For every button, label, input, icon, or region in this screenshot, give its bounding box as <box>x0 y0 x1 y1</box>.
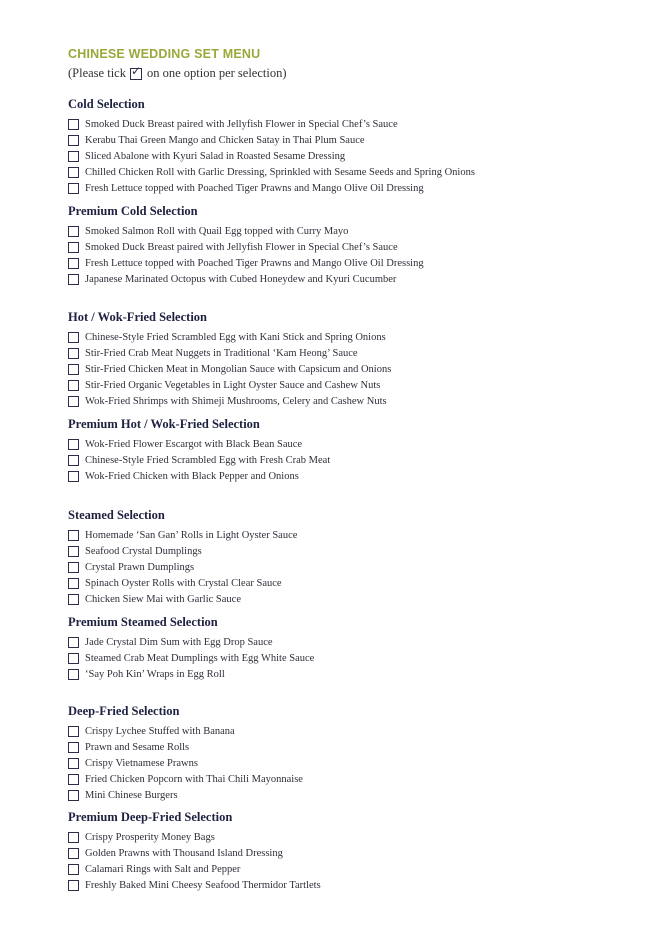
option-label: Fried Chicken Popcorn with Thai Chili Mayonnaise <box>85 773 303 785</box>
checkbox-icon[interactable] <box>68 183 79 194</box>
menu-option[interactable] <box>68 377 391 393</box>
checkbox-icon[interactable] <box>68 119 79 130</box>
option-label: Smoked Duck Breast paired with Jellyfish Flower in Special Chef’s Sauce <box>85 241 398 253</box>
menu-option[interactable] <box>68 755 303 771</box>
menu-option[interactable] <box>68 559 297 575</box>
checkbox-icon[interactable] <box>68 790 79 801</box>
checkbox-icon[interactable] <box>68 546 79 557</box>
option-label: Prawn and Sesame Rolls <box>85 741 190 753</box>
option-label: Chilled Chicken Roll with Garlic Dressing, Sprinkled with Sesame Seeds and Spring Onions <box>85 166 475 178</box>
checkbox-icon[interactable] <box>68 135 79 146</box>
menu-option[interactable] <box>68 393 391 409</box>
menu-option[interactable] <box>68 271 424 287</box>
option-label: Fresh Lettuce topped with Poached Tiger Prawns and Mango Olive Oil Dressing <box>85 182 424 194</box>
option-label: Stir-Fried Chicken Meat in Mongolian Sauce with Capsicum and Onions <box>85 363 392 375</box>
menu-option[interactable] <box>68 180 475 196</box>
menu-option[interactable] <box>68 739 303 755</box>
option-label: Chinese-Style Fried Scrambled Egg with Fresh Crab Meat <box>85 454 331 466</box>
checkbox-icon[interactable] <box>68 380 79 391</box>
menu-option[interactable] <box>68 543 297 559</box>
checkbox-icon[interactable] <box>68 151 79 162</box>
tick-example-icon <box>130 68 142 80</box>
section-title: Premium Hot / Wok-Fried Selection <box>68 417 260 431</box>
menu-option[interactable] <box>68 148 475 164</box>
checkbox-icon[interactable] <box>68 669 79 680</box>
checkbox-icon[interactable] <box>68 439 79 450</box>
option-label: ‘Say Poh Kin’ Wraps in Egg Roll <box>85 668 225 680</box>
section-title: Cold Selection <box>68 97 145 111</box>
option-label: Mini Chinese Burgers <box>85 789 178 801</box>
option-label: Jade Crystal Dim Sum with Egg Drop Sauce <box>85 636 273 648</box>
section-title: Hot / Wok-Fried Selection <box>68 310 207 324</box>
menu-option[interactable] <box>68 361 391 377</box>
section-premium-deep-fried <box>68 809 321 893</box>
option-label: Wok-Fried Chicken with Black Pepper and Onions <box>85 470 299 482</box>
option-label: Fresh Lettuce topped with Poached Tiger Prawns and Mango Olive Oil Dressing <box>85 257 424 269</box>
section-title: Deep-Fried Selection <box>68 704 180 718</box>
menu-option[interactable] <box>68 116 475 132</box>
menu-option[interactable] <box>68 132 475 148</box>
menu-option[interactable] <box>68 787 303 803</box>
menu-option[interactable] <box>68 329 391 345</box>
section-title: Premium Steamed Selection <box>68 615 218 629</box>
checkbox-icon[interactable] <box>68 226 79 237</box>
menu-option[interactable] <box>68 829 321 845</box>
section-premium-steamed <box>68 614 314 682</box>
option-label: Chicken Siew Mai with Garlic Sauce <box>85 593 242 605</box>
checkbox-icon[interactable] <box>68 637 79 648</box>
menu-option[interactable] <box>68 634 314 650</box>
menu-option[interactable] <box>68 877 321 893</box>
menu-option[interactable] <box>68 527 297 543</box>
option-label: Crystal Prawn Dumplings <box>85 561 195 573</box>
checkbox-icon[interactable] <box>68 242 79 253</box>
menu-option[interactable] <box>68 164 475 180</box>
option-label: Smoked Salmon Roll with Quail Egg topped with Curry Mayo <box>85 225 349 237</box>
instruction-after: on one option per selection) <box>146 66 287 80</box>
option-label: Calamari Rings with Salt and Pepper <box>85 863 241 875</box>
checkbox-icon[interactable] <box>68 653 79 664</box>
option-label: Crispy Lychee Stuffed with Banana <box>85 725 235 737</box>
instruction-text <box>68 66 287 81</box>
checkbox-icon[interactable] <box>68 578 79 589</box>
checkbox-icon[interactable] <box>68 274 79 285</box>
option-label: Japanese Marinated Octopus with Cubed Honeydew and Kyuri Cucumber <box>85 273 397 285</box>
section-deep-fried <box>68 703 303 803</box>
menu-option[interactable] <box>68 468 330 484</box>
checkbox-icon[interactable] <box>68 530 79 541</box>
section-premium-cold <box>68 203 424 287</box>
checkbox-icon[interactable] <box>68 332 79 343</box>
menu-option[interactable] <box>68 436 330 452</box>
checkbox-icon[interactable] <box>68 758 79 769</box>
menu-option[interactable] <box>68 575 297 591</box>
page-title: CHINESE WEDDING SET MENU <box>68 47 261 61</box>
checkbox-icon[interactable] <box>68 774 79 785</box>
menu-option[interactable] <box>68 591 297 607</box>
menu-option[interactable] <box>68 723 303 739</box>
option-label: Freshly Baked Mini Cheesy Seafood Thermidor Tartlets <box>85 879 321 891</box>
checkbox-icon[interactable] <box>68 396 79 407</box>
menu-option[interactable] <box>68 845 321 861</box>
menu-option[interactable] <box>68 650 314 666</box>
option-label: Wok-Fried Flower Escargot with Black Bean Sauce <box>85 438 303 450</box>
checkbox-icon[interactable] <box>68 880 79 891</box>
menu-option[interactable] <box>68 861 321 877</box>
checkbox-icon[interactable] <box>68 848 79 859</box>
option-label: Kerabu Thai Green Mango and Chicken Satay in Thai Plum Sauce <box>85 134 365 146</box>
instruction-before: (Please tick <box>68 66 126 80</box>
checkbox-icon[interactable] <box>68 471 79 482</box>
checkbox-icon[interactable] <box>68 258 79 269</box>
checkbox-icon[interactable] <box>68 348 79 359</box>
checkbox-icon[interactable] <box>68 726 79 737</box>
menu-option[interactable] <box>68 345 391 361</box>
option-label: Stir-Fried Crab Meat Nuggets in Traditional ‘Kam Heong’ Sauce <box>85 347 358 359</box>
section-title: Premium Cold Selection <box>68 204 198 218</box>
option-label: Seafood Crystal Dumplings <box>85 545 202 557</box>
option-label: Golden Prawns with Thousand Island Dressing <box>85 847 283 859</box>
option-label: Sliced Abalone with Kyuri Salad in Roasted Sesame Dressing <box>85 150 346 162</box>
checkbox-icon[interactable] <box>68 364 79 375</box>
menu-option[interactable] <box>68 452 330 468</box>
option-label: Wok-Fried Shrimps with Shimeji Mushrooms, Celery and Cashew Nuts <box>85 395 387 407</box>
option-label: Spinach Oyster Rolls with Crystal Clear Sauce <box>85 577 282 589</box>
option-label: Crispy Vietnamese Prawns <box>85 757 198 769</box>
menu-option[interactable] <box>68 239 424 255</box>
checkbox-icon[interactable] <box>68 864 79 875</box>
option-label: Crispy Prosperity Money Bags <box>85 831 215 843</box>
menu-option[interactable] <box>68 771 303 787</box>
option-label: Stir-Fried Organic Vegetables in Light Oyster Sauce and Cashew Nuts <box>85 379 381 391</box>
menu-option[interactable] <box>68 666 314 682</box>
section-cold <box>68 96 475 196</box>
checkbox-icon[interactable] <box>68 594 79 605</box>
option-label: Steamed Crab Meat Dumplings with Egg White Sauce <box>85 652 315 664</box>
checkbox-icon[interactable] <box>68 742 79 753</box>
section-steamed <box>68 507 297 607</box>
section-premium-hot-wok-fried <box>68 416 330 484</box>
checkbox-icon[interactable] <box>68 832 79 843</box>
option-label: Homemade ‘San Gan’ Rolls in Light Oyster Sauce <box>85 529 298 541</box>
section-hot-wok-fried <box>68 309 391 409</box>
menu-option[interactable] <box>68 255 424 271</box>
checkbox-icon[interactable] <box>68 562 79 573</box>
option-label: Chinese-Style Fried Scrambled Egg with Kani Stick and Spring Onions <box>85 331 386 343</box>
section-title: Premium Deep-Fried Selection <box>68 810 233 824</box>
menu-option[interactable] <box>68 223 424 239</box>
checkbox-icon[interactable] <box>68 455 79 466</box>
option-label: Smoked Duck Breast paired with Jellyfish Flower in Special Chef’s Sauce <box>85 118 398 130</box>
section-title: Steamed Selection <box>68 508 165 522</box>
checkbox-icon[interactable] <box>68 167 79 178</box>
